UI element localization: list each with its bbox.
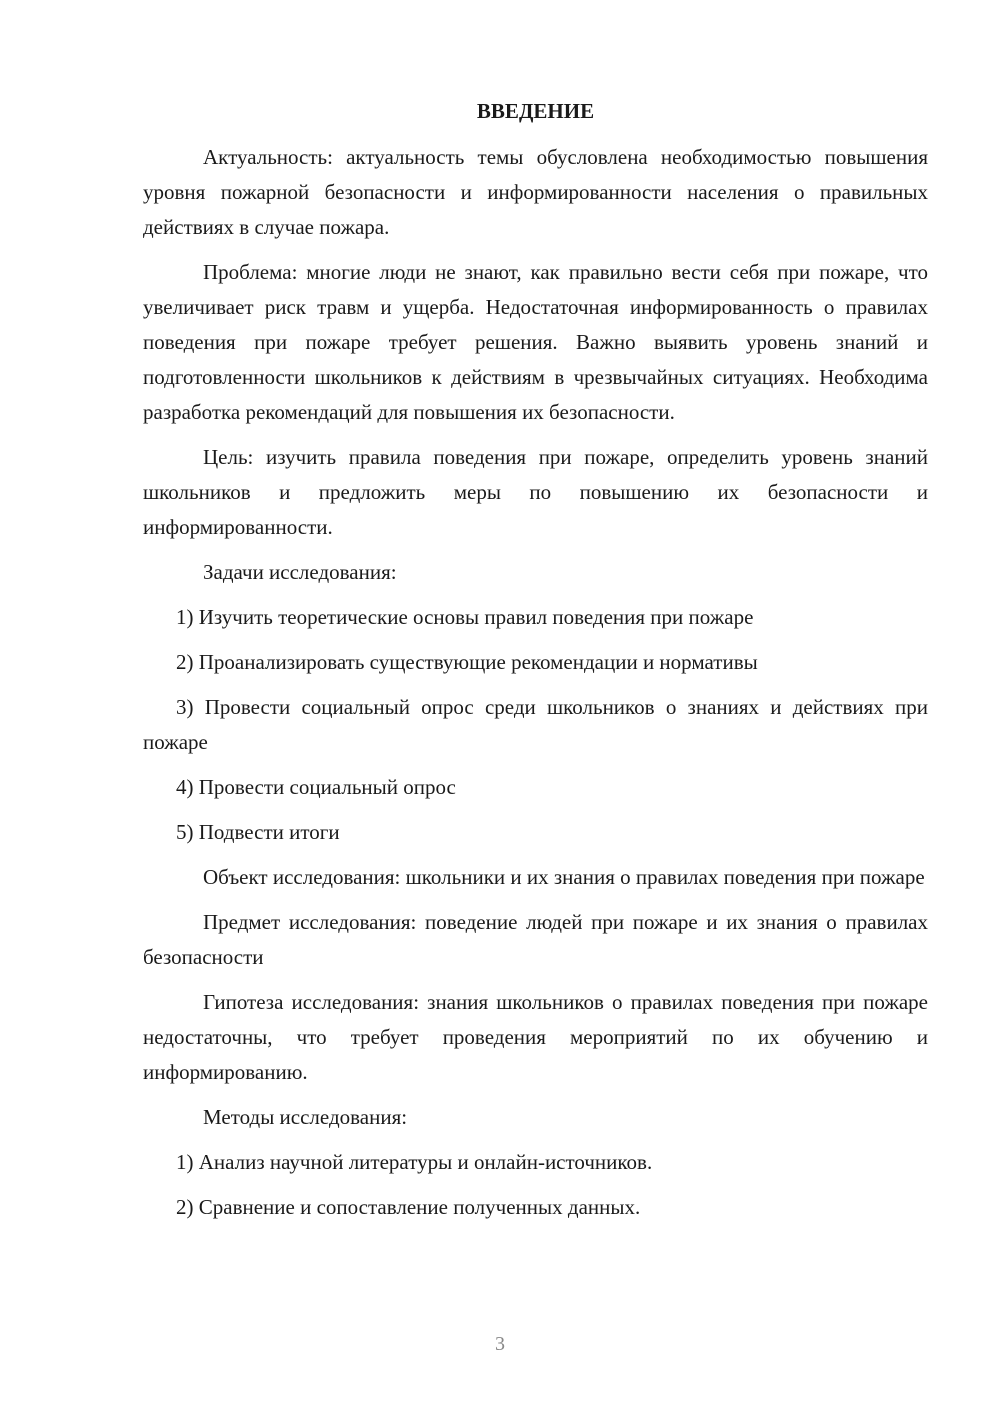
relevance-paragraph: Актуальность: актуальность темы обусловлена необходимостью повышения уровня пожарной безопасности и информированности населения о правильных действиях в случае пожара. [143,145,928,239]
object-paragraph: Объект исследования: школьники и их знания о правилах поведения при пожаре [203,865,925,889]
problem-paragraph: Проблема: многие люди не знают, как правильно вести себя при пожаре, что увеличивает риск травм и ущерба. Недостаточная информированность о правилах поведения при пожаре требует решения. Важно выявить уровень знаний и подготовленности школьников к действиям в чрезвычайных ситуациях. Необходима разработка рекомендаций для повышения их безопасности. [143,260,928,424]
hypothesis-paragraph: Гипотеза исследования: знания школьников о правилах поведения при пожаре недостаточны, что требует проведения мероприятий по их обучению и информированию. [143,990,928,1084]
method-item: 2) Сравнение и сопоставление полученных данных. [176,1195,641,1219]
section-title: ВВЕДЕНИЕ [476,99,595,123]
tasks-heading: Задачи исследования: [203,560,397,584]
task-item: 2) Проанализировать существующие рекомендации и нормативы [176,650,758,674]
method-item: 1) Анализ научной литературы и онлайн-источников. [176,1150,653,1174]
methods-heading: Методы исследования: [203,1105,408,1129]
page-content [143,96,928,1235]
page-number: 3 [495,1333,505,1355]
task-item: 1) Изучить теоретические основы правил поведения при пожаре [176,605,754,629]
task-item: 5) Подвести итоги [176,820,340,844]
goal-paragraph: Цель: изучить правила поведения при пожаре, определить уровень знаний школьников и предложить меры по повышению их безопасности и информированности. [143,445,928,539]
task-item: 4) Провести социальный опрос [176,775,456,799]
subject-paragraph: Предмет исследования: поведение людей при пожаре и их знания о правилах безопасности [143,910,928,969]
task-item: 3) Провести социальный опрос среди школьников о знаниях и действиях при пожаре [143,695,928,754]
